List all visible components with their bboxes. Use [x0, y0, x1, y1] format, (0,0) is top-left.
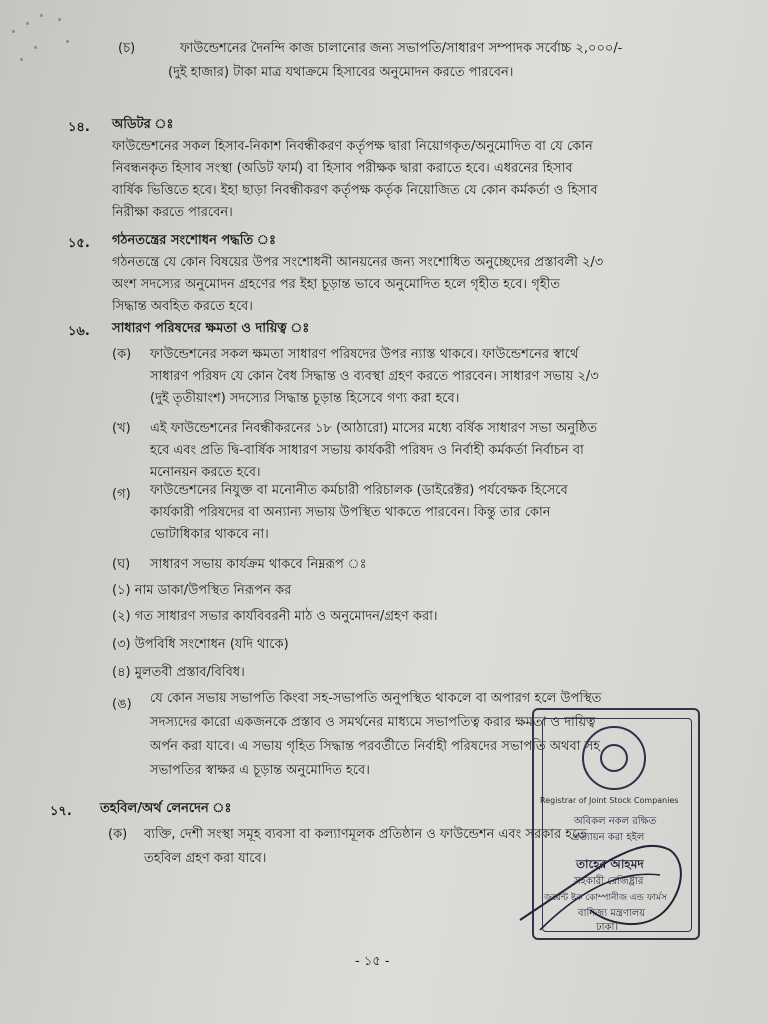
- section-line: বার্ষিক ভিত্তিতে হবে। ইহা ছাড়া নিবন্ধীকরণ কর্তৃপক্ষ কর্তৃক নিয়োজিত যে কোন কর্মকর্তা ও হিসাব: [112, 183, 598, 198]
- section-title: অডিটর ঃ: [112, 117, 174, 132]
- stamp-line: প্রত্যায়ন করা হইল: [572, 832, 645, 843]
- section-line: অংশ সদস্যের অনুমোদন গ্রহণের পর ইহা চূড়ান্ত ভাবে অনুমোদিত হলে গৃহীত হবে। গৃহীত: [112, 277, 561, 292]
- clause-line: ব্যক্তি, দেশী সংস্থা সমূহ ব্যবসা বা কল্যাণমূলক প্রতিষ্ঠান ও ফাউন্ডেশন এবং সরকার হতে: [144, 827, 588, 842]
- section-number: ১৭.: [50, 804, 72, 819]
- clause-line: ফাউন্ডেশনের দৈনন্দি কাজ চালানোর জন্য সভাপতি/সাধারণ সম্পাদক সর্বোচ্চ ২,০০০/-: [180, 41, 623, 56]
- clause-label: (খ): [112, 421, 131, 436]
- clause-label: (চ): [118, 41, 136, 56]
- section-title: তহবিল/অর্থ লেনদেন ঃ: [100, 801, 232, 816]
- scan-speck: [12, 30, 15, 33]
- list-item: (৪) মুলতবী প্রস্তাব/বিবিধ।: [112, 665, 245, 680]
- stamp-line: জয়েন্ট ষ্টক কোম্পানীজ এন্ড ফার্মস: [544, 893, 667, 903]
- clause-line: তহবিল গ্রহণ করা যাবে।: [144, 851, 267, 866]
- scan-speck: [26, 22, 29, 25]
- clause-line: সভাপতির স্বাক্ষর এ চূড়ান্ত অনুমোদিত হবে।: [150, 763, 370, 778]
- clause-label: (ঙ): [112, 697, 132, 712]
- scan-speck: [40, 14, 43, 17]
- scan-speck: [20, 58, 23, 61]
- clause-line: ভোটাধিকার থাকবে না।: [150, 527, 269, 542]
- clause-line: মনোনয়ন করতে হবে।: [150, 465, 261, 480]
- clause-line: কার্যকারী পরিষদের বা অন্যান্য সভায় উপস্থিত থাকতে পারবেন। কিন্তু তার কোন: [150, 505, 551, 520]
- seal-core: [600, 744, 628, 772]
- section-line: গঠনতন্ত্রে যে কোন বিষয়ের উপর সংশোধনী আনয়নের জন্য সংশোধিত অনুচ্ছেদের প্রস্তাবলী ২/৩: [112, 255, 604, 270]
- clause-label: (ক): [108, 827, 128, 842]
- clause-line: ফাউন্ডেশনের নিযুক্ত বা মনোনীত কর্মচারী পরিচালক (ডাইরেক্টর) পর্যবেক্ষক হিসেবে: [150, 483, 568, 498]
- stamp-line: তাহের আহমদ: [576, 857, 644, 871]
- scan-speck: [66, 40, 69, 43]
- scan-speck: [34, 46, 37, 49]
- list-item: (২) গত সাধারণ সভার কার্যবিবরনী মাঠ ও অনুমোদন/গ্রহণ করা।: [112, 609, 438, 624]
- section-number: ১৪.: [68, 120, 90, 135]
- section-title: সাধারণ পরিষদের ক্ষমতা ও দায়িত্ব ঃ: [112, 321, 310, 336]
- section-line: ফাউন্ডেশনের সকল হিসাব-নিকাশ নিবন্ধীকরণ কর্তৃপক্ষ দ্বারা নিয়োগকৃত/অনুমোদিত বা যে কোন: [112, 139, 593, 154]
- clause-line: ফাউন্ডেশনের সকল ক্ষমতা সাধারণ পরিষদের উপর ন্যাস্ত থাকবে। ফাউন্ডেশনের স্বার্থে: [150, 347, 579, 362]
- clause-label: (ক): [112, 347, 132, 362]
- seal-icon: [582, 726, 646, 790]
- clause-line: সাধারণ সভায় কার্যক্রম থাকবে নিম্নরূপ ঃ: [150, 557, 367, 572]
- section-number: ১৬.: [68, 324, 90, 339]
- stamp-line: সহকারী রেজিষ্ট্রার: [574, 876, 644, 887]
- section-line: সিদ্ধান্ত অবহিত করতে হবে।: [112, 299, 253, 314]
- section-line: নিবন্ধনকৃত হিসাব সংস্থা (অডিট ফার্ম) বা হিসাব পরীক্ষক দ্বারা করাতে হবে। এধরনের হিসাব: [112, 161, 573, 176]
- clause-line: (দুই হাজার) টাকা মাত্র যথাক্রমে হিসাবের অনুমোদন করতে পারবেন।: [168, 65, 514, 80]
- stamp-line: অবিকল নকল রক্ষিত: [574, 816, 657, 827]
- clause-line: এই ফাউন্ডেশনের নিবন্ধীকরনের ১৮ (আঠারো) মাসের মধ্যে বর্ষিক সাধারণ সভা অনুষ্ঠিত: [150, 421, 598, 436]
- list-item: (৩) উপবিধি সংশোধন (যদি থাকে): [112, 637, 289, 652]
- clause-label: (গ): [112, 487, 131, 502]
- clause-line: (দুই তৃতীয়াংশ) সদস্যের সিদ্ধান্ত চূড়ান্ত হিসেবে গণ্য করা হবে।: [150, 391, 460, 406]
- stamp-line: ঢাকা।: [596, 922, 619, 933]
- seal-text: Registrar of Joint Stock Companies: [540, 796, 679, 805]
- section-number: ১৫.: [68, 236, 90, 251]
- stamp-line: বানিজ্য মন্ত্রণালয়: [578, 908, 646, 919]
- clause-line: সাধারণ পরিষদ যে কোন বৈধ সিদ্ধান্ত ও ব্যবস্থা গ্রহণ করতে পারবেন। সাধারণ সভায় ২/৩: [150, 369, 599, 384]
- clause-line: যে কোন সভায় সভাপতি কিংবা সহ-সভাপতি অনুপস্থিত থাকলে বা অপারগ হলে উপস্থিত: [150, 691, 602, 706]
- section-line: নিরীক্ষা করতে পারবেন।: [112, 205, 233, 220]
- clause-label: (ঘ): [112, 557, 131, 572]
- list-item: (১) নাম ডাকা/উপস্থিত নিরূপন কর: [112, 583, 292, 598]
- section-title: গঠনতন্ত্রের সংশোধন পদ্ধতি ঃ: [112, 233, 276, 248]
- clause-line: হবে এবং প্রতি দ্বি-বার্ষিক সাধারণ সভায় কার্যকরী পরিষদ ও নির্বাহী কর্মকর্তা নির্বাচন বা: [150, 443, 584, 458]
- page-number: - ১৫ -: [355, 954, 390, 969]
- signature: [510, 820, 710, 950]
- scan-speck: [58, 18, 61, 21]
- clause-line: সদস্যদের কারো একজনকে প্রস্তাব ও সমর্থনের মাধ্যমে সভাপতিত্ব করার ক্ষমতা ও দায়িত্ব: [150, 715, 596, 730]
- clause-line: অর্পন করা যাবে। এ সভায় গৃহিত সিদ্ধান্ত পরবর্তীতে নির্বাহী পরিষদের সভাপতি অথবা সহ: [150, 739, 601, 754]
